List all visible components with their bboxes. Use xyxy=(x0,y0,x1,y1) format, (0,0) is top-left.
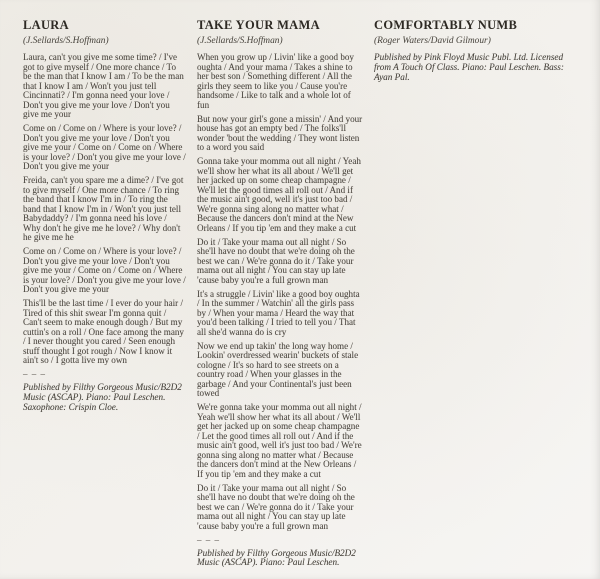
song-column-laura xyxy=(23,19,186,412)
publisher-note: Published by Pink Floyd Music Publ. Ltd. Licensed from A Touch Of Class. Piano: Paul Leschen. Bass: Ayan Pal. xyxy=(374,52,564,82)
lyric-paragraph: Gonna take your momma out all night / Yeah we'll show her what its all about / We'll get her jacked up on some cheap champagne / We'll let the good times all roll out / And if the music ain't good, well it's just too bad / We're gonna sing along no matter what / Because the dancers don't mind at the New Orleans / If you tip 'em and they make a cut xyxy=(197,156,361,233)
song-credit: (J.Sellards/S.Hoffman) xyxy=(197,36,283,46)
lyrics-block xyxy=(197,53,364,531)
publisher-note: Published by Filthy Gorgeous Music/B2D2 Music (ASCAP). Piano: Paul Leschen. xyxy=(197,547,356,568)
lyric-paragraph: Laura, can't you give me some time? / I've got to give myself / One more chance / To be the man that I know I am / To be the man that I know I am / Won't you just tell Cincinnati? / I'm gonna need your love / Don't you give me your love / Don't you give me your xyxy=(23,52,184,119)
song-credit: (Roger Waters/David Gilmour) xyxy=(374,36,491,46)
lyric-paragraph: Do it / Take your mama out all night / So she'll have no doubt that we're doing oh the best we can / We're gonna do it / Take your mama out all night / You can stay up late 'cause baby you're a full grown man xyxy=(197,236,355,285)
lyric-paragraph: We're gonna take your momma out all night / Yeah we'll show her what its all about / We'll get her jacked up on some cheap champagne / Let the good times all roll out / And if the music ain't good, well it's just too bad / We're gonna sing along no matter what / Because the dancers don't mind at the New Orleans / If you tip 'em and they make a cut xyxy=(197,402,362,479)
lyric-paragraph: Do it / Take your mama out all night / So she'll have no doubt that we're doing oh the best we can / We're gonna do it / Take your mama out all night / You can stay up late 'cause baby you're a full grown man xyxy=(197,482,355,531)
lyric-paragraph: This'll be the last time / I ever do your hair / Tired of this shit swear I'm gonna quit / Can't seem to make enough dough / But my cuttin's on a roll / One face among the many / I never thought you cared / Seen enough stuff thought I got rough / Now I know it ain't so / I gotta live my own xyxy=(23,298,184,365)
lyrics-block xyxy=(23,53,186,366)
lyric-paragraph: It's a struggle / Livin' like a good boy oughta / In the summer / Watchin' all the girls pass by / When your mama / Heard the way that you'd been talking / I tried to tell you / That all she'd wanna do is cry xyxy=(197,288,360,337)
song-title: COMFORTABLY NUMB xyxy=(374,18,518,32)
lyric-paragraph: Now we end up takin' the long way home / Lookin' overdressed wearin' buckets of stale cologne / It's so hard to see streets on a country road / When your glasses in the garbage / And your Continental's just been towed xyxy=(197,340,359,398)
lyric-paragraph: Come on / Come on / Where is your love? / Don't you give me your love / Don't you give me your / Come on / Come on / Where is your love? / Don't you give me your love / Don't you give me your xyxy=(23,246,186,294)
lyric-paragraph: But now your girl's gone a missin' / And your house has got an empty bed / The folks'll wonder 'bout the wedding / They wont listen to a word you said xyxy=(197,113,363,152)
song-title: LAURA xyxy=(23,18,69,32)
song-credit: (J.Sellards/S.Hoffman) xyxy=(23,36,109,46)
separator-dashes: – – – xyxy=(23,369,46,379)
song-title: TAKE YOUR MAMA xyxy=(197,18,320,32)
lyric-paragraph: Come on / Come on / Where is your love? / Don't you give me your love / Don't you give me your / Come on / Come on / Where is your love? / Don't you give me your love / Don't you give me your xyxy=(23,123,186,171)
song-column-take-your-mama xyxy=(197,19,364,568)
separator-dashes: – – – xyxy=(197,534,220,545)
publisher-note: Published by Filthy Gorgeous Music/B2D2 Music (ASCAP). Piano: Paul Leschen. Saxophone: Crispin Cloe. xyxy=(23,382,182,412)
song-column-comfortably-numb xyxy=(374,19,574,82)
lyric-paragraph: When you grow up / Livin' like a good boy oughta / And your mama / Takes a shine to her best son / Something different / All the girls they seem to like you / Cause you're handsome / Like to talk and a whole lot of fun xyxy=(197,52,354,110)
lyric-paragraph: Freida, can't you spare me a dime? / I've got to give myself / One more chance / To ring the band that I know I'm in / To ring the band that I know I'm in / Won't you just tell Babydaddy? / I'm gonna need his love / Why don't he give me he love? / Why don't he give me he xyxy=(23,175,184,242)
